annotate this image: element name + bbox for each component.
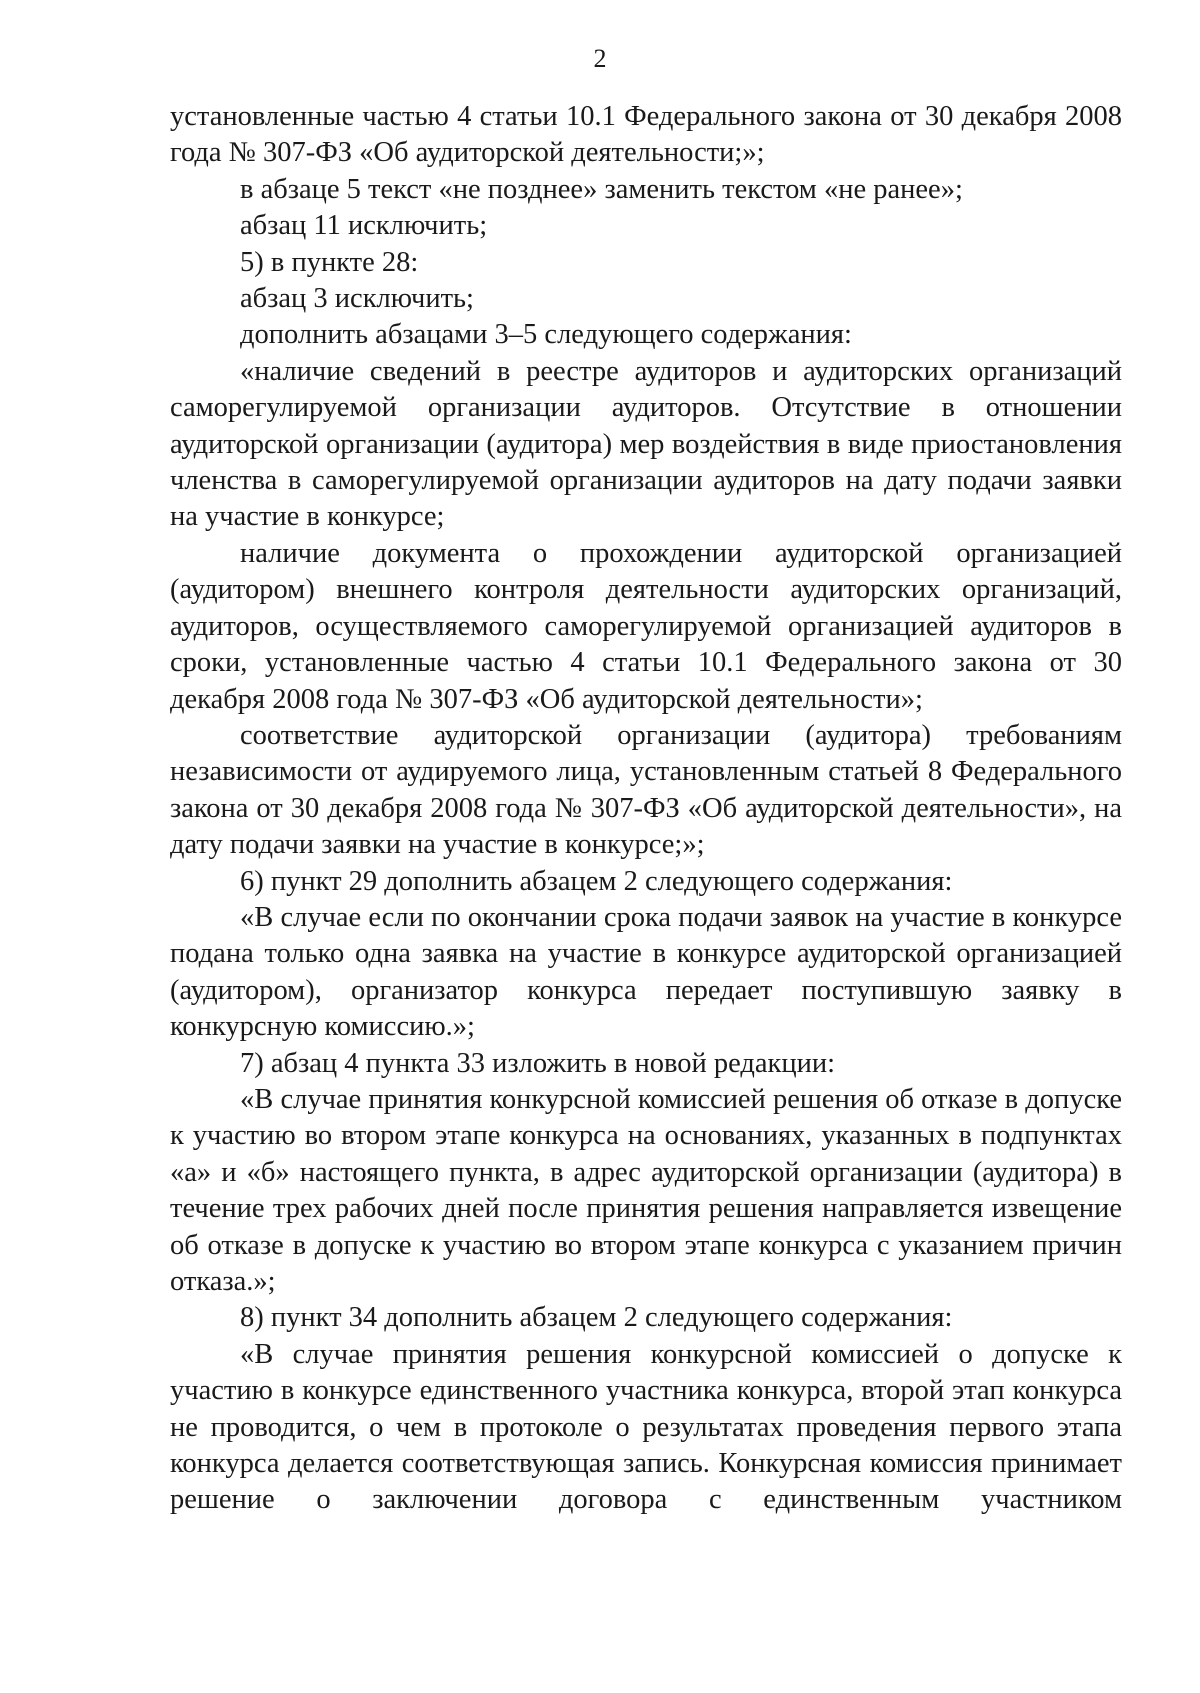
paragraph: в абзаце 5 текст «не позднее» заменить текстом «не ранее»;: [240, 173, 963, 205]
paragraph: 7) абзац 4 пункта 33 изложить в новой редакции:: [240, 1047, 836, 1079]
paragraph: 6) пункт 29 дополнить абзацем 2 следующего содержания:: [240, 865, 953, 897]
paragraph: абзац 11 исключить;: [240, 210, 488, 242]
paragraph: соответствие аудиторской организации (аудитора) требованиям независимости от аудируемого лица, установленным статьей 8 Федерального закона от 30 декабря 2008 года № 307-ФЗ «Об аудиторской деятельности», на дату подачи заявки на участие в конкурсе;»;: [170, 719, 1122, 861]
paragraph: 5) в пункте 28:: [240, 246, 419, 278]
document-body: [170, 99, 1122, 1519]
paragraph-continuation: установленные частью 4 статьи 10.1 Федерального закона от 30 декабря 2008 года № 307-ФЗ «Об аудиторской деятельности;»;: [170, 101, 1122, 169]
paragraph: 8) пункт 34 дополнить абзацем 2 следующего содержания:: [240, 1302, 953, 1334]
paragraph-continues-next-page: «В случае принятия решения конкурсной комиссией о допуске к участию в конкурсе единственного участника конкурса, второй этап конкурса не проводится, о чем в протоколе о результатах проведения первого этапа конкурса делается соответствующая запись. Конкурсная комиссия принимает решение о заключении договора с единственным участником: [170, 1338, 1122, 1516]
page-number: 2: [593, 44, 607, 73]
paragraph: абзац 3 исключить;: [240, 283, 474, 315]
paragraph: «наличие сведений в реестре аудиторов и аудиторских организаций саморегулируемой организации аудиторов. Отсутствие в отношении аудиторской организации (аудитора) мер воздействия в виде приостановления членства в саморегулируемой организации аудиторов на дату подачи заявки на участие в конкурсе;: [170, 355, 1122, 533]
paragraph: дополнить абзацами 3–5 следующего содержания:: [240, 319, 852, 351]
paragraph: «В случае если по окончании срока подачи заявок на участие в конкурсе подана только одна заявка на участие в конкурсе аудиторской организацией (аудитором), организатор конкурса передает поступившую заявку в конкурсную комиссию.»;: [170, 901, 1122, 1043]
paragraph: «В случае принятия конкурсной комиссией решения об отказе в допуске к участию во втором этапе конкурса на основаниях, указанных в подпунктах «а» и «б» настоящего пункта, в адрес аудиторской организации (аудитора) в течение трех рабочих дней после принятия решения направляется извещение об отказе в допуске к участию во втором этапе конкурса с указанием причин отказа.»;: [170, 1083, 1122, 1297]
paragraph: наличие документа о прохождении аудиторской организацией (аудитором) внешнего контроля деятельности аудиторских организаций, аудиторов, осуществляемого саморегулируемой организацией аудиторов в сроки, установленные частью 4 статьи 10.1 Федерального закона от 30 декабря 2008 года № 307-ФЗ «Об аудиторской деятельности»;: [170, 537, 1122, 715]
